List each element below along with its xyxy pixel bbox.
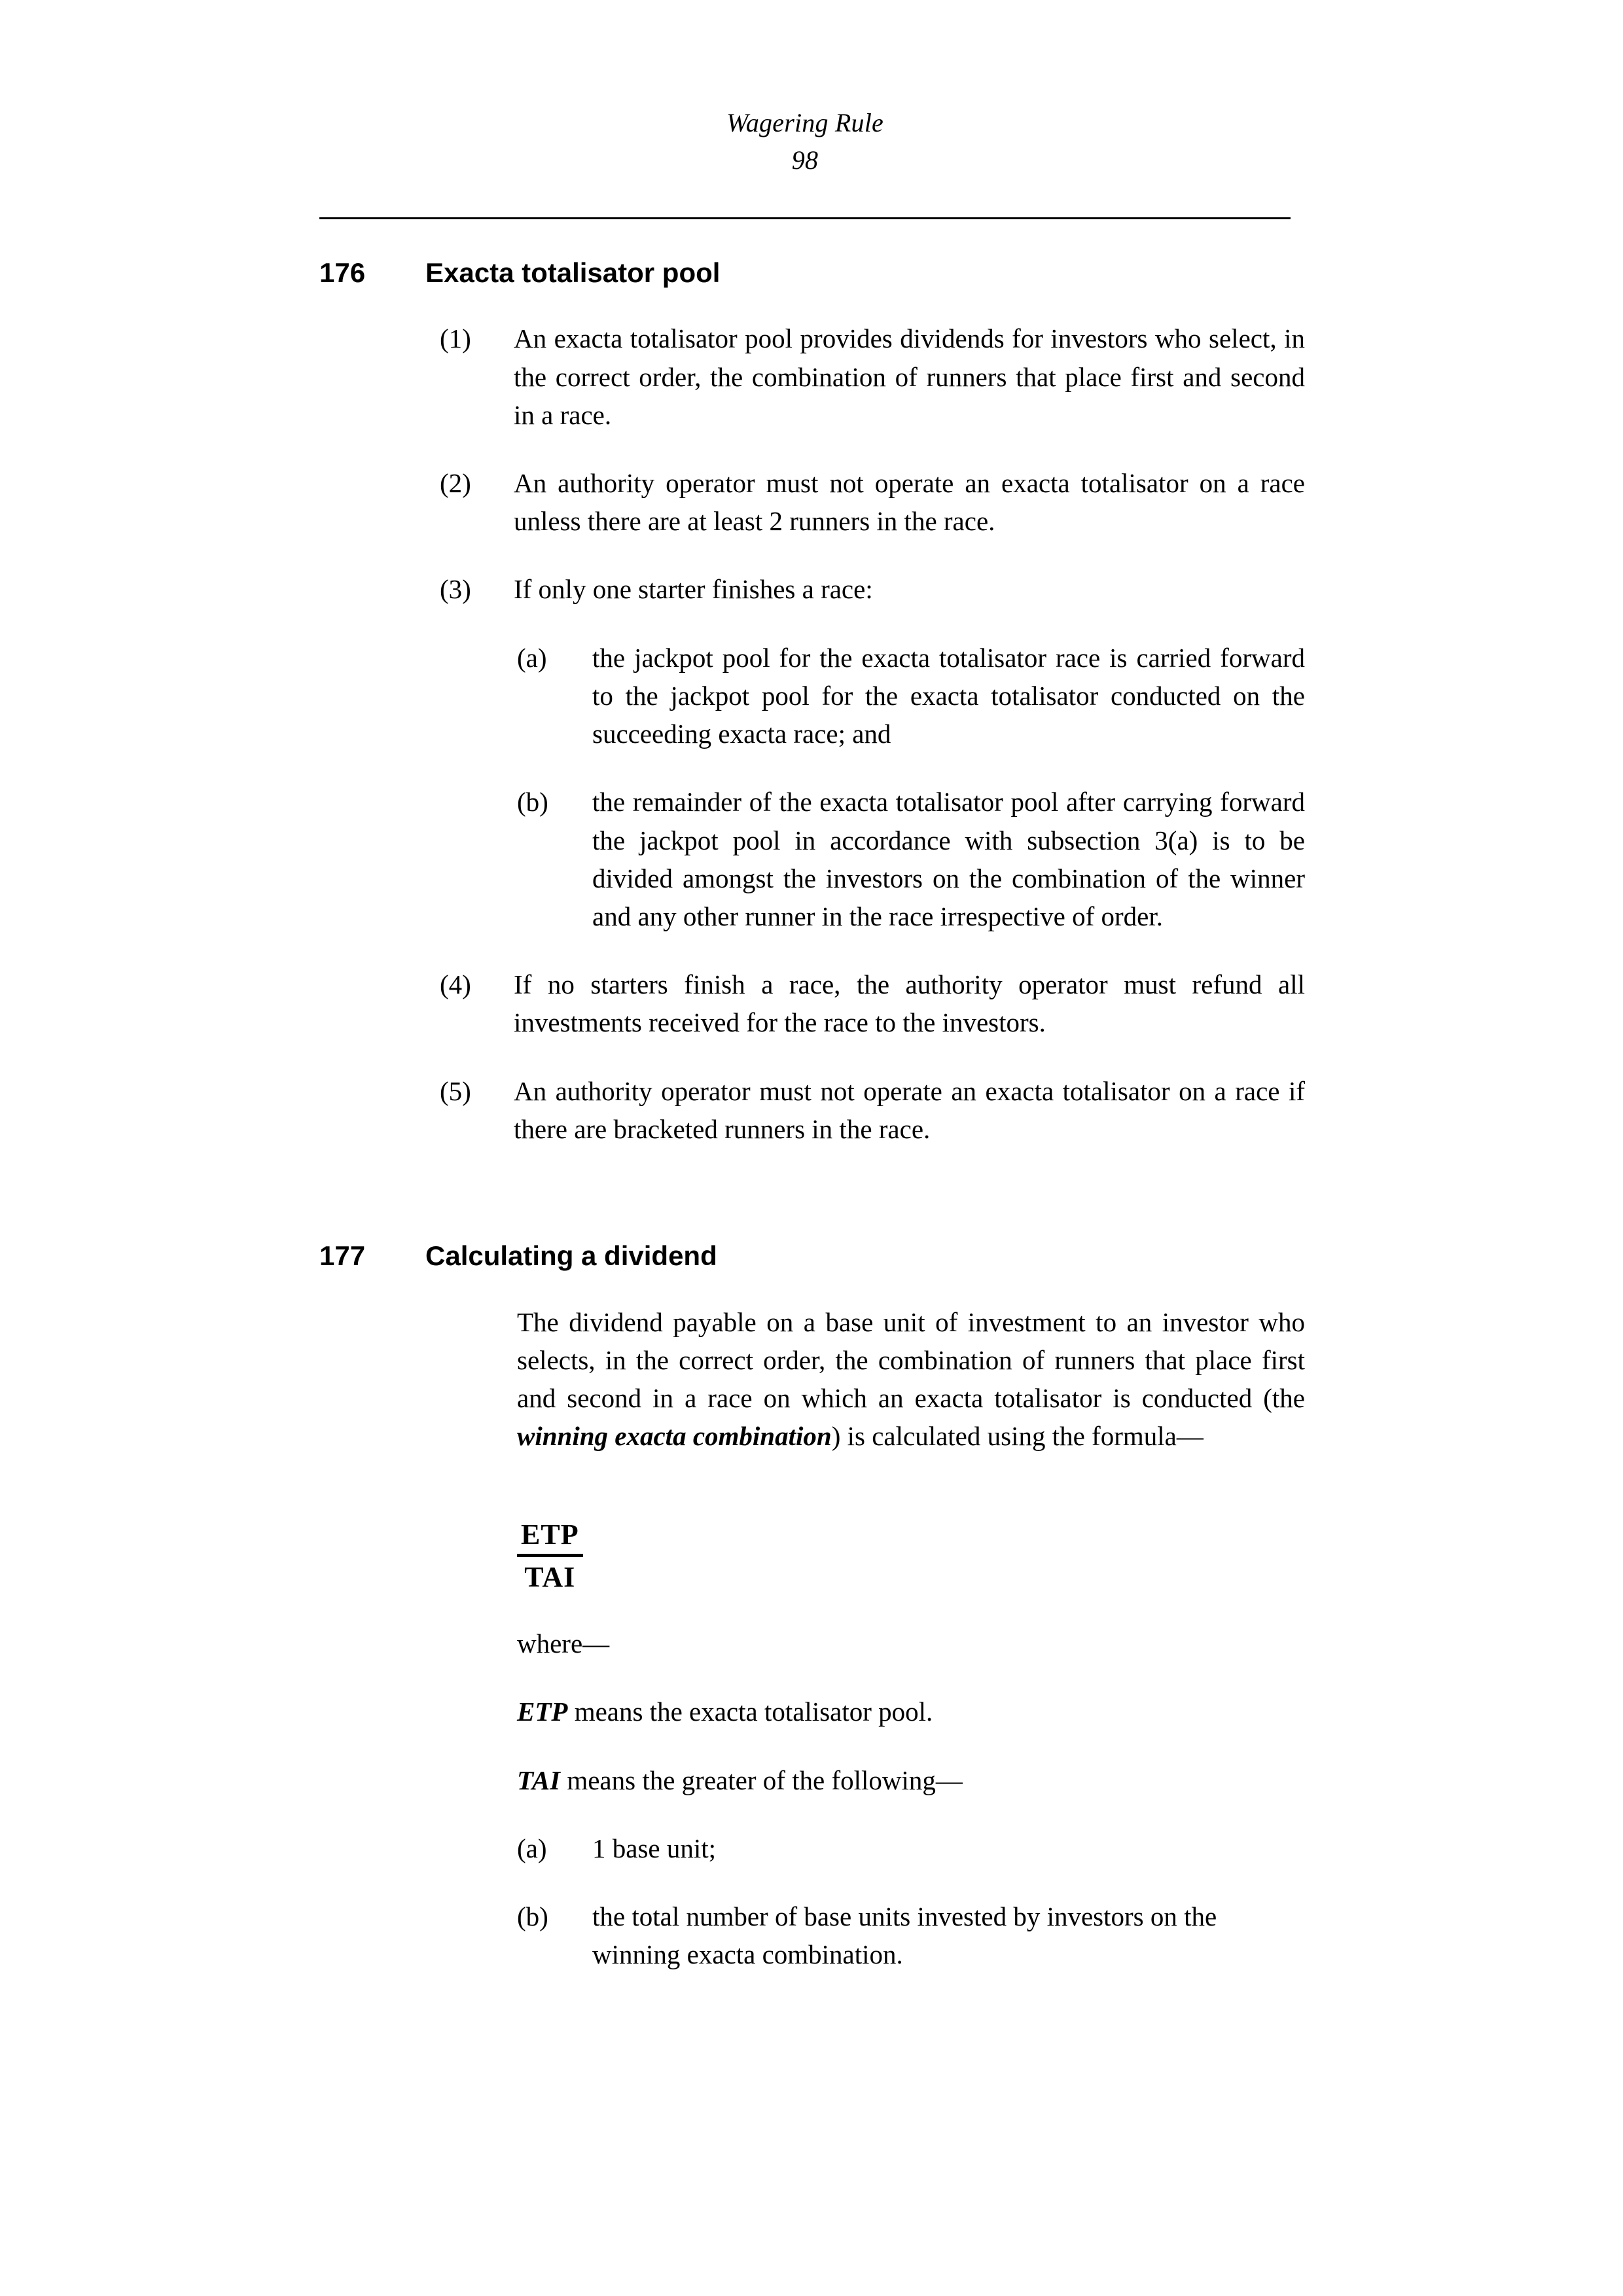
lead-in-text-after: ) is calculated using the formula— xyxy=(831,1421,1204,1452)
subsection-label: (1) xyxy=(440,323,471,354)
subsection-text: If only one starter finishes a race: xyxy=(514,574,873,605)
spacer xyxy=(319,540,1305,570)
running-header xyxy=(319,105,1291,179)
spacer xyxy=(319,1148,1305,1240)
paragraph-label: (a) xyxy=(517,642,547,673)
section-number: 177 xyxy=(319,1240,366,1272)
fraction-numerator: ETP xyxy=(521,1518,579,1551)
spacer xyxy=(319,289,1305,319)
subsection-text: An exacta totalisator pool provides dividends for investors who select, in the correct order, the combination of runners that place first and second in a race. xyxy=(514,323,1305,430)
spacer xyxy=(319,1455,1305,1518)
spacer xyxy=(319,1273,1305,1303)
paragraph-3a xyxy=(517,639,1305,753)
definition-term-tai: TAI xyxy=(517,1765,561,1795)
where-label: where— xyxy=(517,1628,610,1659)
definition-etp xyxy=(517,1693,1305,1731)
header-divider-rule xyxy=(319,217,1291,219)
definition-paragraph-b xyxy=(517,1897,1305,1973)
spacer xyxy=(319,1594,1305,1624)
subsection-text: If no starters finish a race, the authority operator must refund all investments received for the race to the investors. xyxy=(514,969,1305,1038)
fraction-bar xyxy=(517,1554,583,1557)
spacer xyxy=(319,1731,1305,1761)
section-title: Exacta totalisator pool xyxy=(425,257,721,288)
spacer xyxy=(319,753,1305,783)
spacer xyxy=(319,609,1305,639)
section-heading-177 xyxy=(319,1240,1305,1272)
header-page-number: 98 xyxy=(791,145,819,175)
subsection-4 xyxy=(440,965,1305,1041)
subsection-3 xyxy=(440,570,1305,608)
paragraph-text: the remainder of the exacta totalisator pool after carrying forward the jackpot pool in accordance with subsection 3(a) is to be divided amongst the investors on the combination of the winner and any other runner in the race irrespective of order. xyxy=(592,787,1305,932)
section-number: 176 xyxy=(319,257,366,288)
paragraph-label: (b) xyxy=(517,787,548,817)
spacer xyxy=(319,1662,1305,1693)
subsection-5 xyxy=(440,1072,1305,1148)
spacer xyxy=(319,1867,1305,1897)
subsection-text: An authority operator must not operate an exacta totalisator on a race unless there are at least 2 runners in the race. xyxy=(514,468,1305,537)
section-title: Calculating a dividend xyxy=(425,1240,717,1272)
paragraph-3b xyxy=(517,783,1305,935)
section-177-lead-in xyxy=(517,1303,1305,1456)
section-heading-176 xyxy=(319,257,1305,289)
spacer xyxy=(319,434,1305,464)
subsection-label: (3) xyxy=(440,574,471,605)
paragraph-text: the jackpot pool for the exacta totalisator race is carried forward to the jackpot pool for the exacta totalisator conducted on the succeeding exacta race; and xyxy=(592,642,1305,749)
spacer xyxy=(319,1799,1305,1829)
page-content xyxy=(319,257,1305,1974)
subsection-label: (4) xyxy=(440,969,471,1000)
defined-term-winning-exacta-combination: winning exacta combination xyxy=(517,1421,832,1452)
subsection-1 xyxy=(440,319,1305,434)
paragraph-text: the total number of base units invested by investors on the winning exacta combination. xyxy=(592,1901,1217,1970)
subsection-text: An authority operator must not operate an exacta totalisator on a race if there are bracketed runners in the race. xyxy=(514,1075,1305,1144)
paragraph-text: 1 base unit; xyxy=(592,1833,717,1863)
definition-text-etp: means the exacta totalisator pool. xyxy=(567,1696,933,1727)
definition-paragraph-a xyxy=(517,1829,1305,1867)
fraction-denominator: TAI xyxy=(524,1561,576,1594)
paragraph-label: (b) xyxy=(517,1901,548,1932)
spacer xyxy=(319,1042,1305,1072)
subsection-label: (2) xyxy=(440,468,471,499)
fraction xyxy=(517,1518,583,1594)
subsection-label: (5) xyxy=(440,1075,471,1106)
definition-text-tai: means the greater of the following— xyxy=(560,1765,963,1795)
subsection-2 xyxy=(440,464,1305,540)
header-title: Wagering Rule xyxy=(726,108,883,137)
definition-tai xyxy=(517,1761,1305,1799)
paragraph-label: (a) xyxy=(517,1833,547,1863)
lead-in-text-before: The dividend payable on a base unit of investment to an investor who selects, in the correct order, the combination of runners that place first and second in a race on which an exacta totalisator is conducted (the xyxy=(517,1306,1305,1413)
spacer xyxy=(319,935,1305,965)
definition-term-etp: ETP xyxy=(517,1696,568,1727)
dividend-formula xyxy=(517,1518,583,1594)
